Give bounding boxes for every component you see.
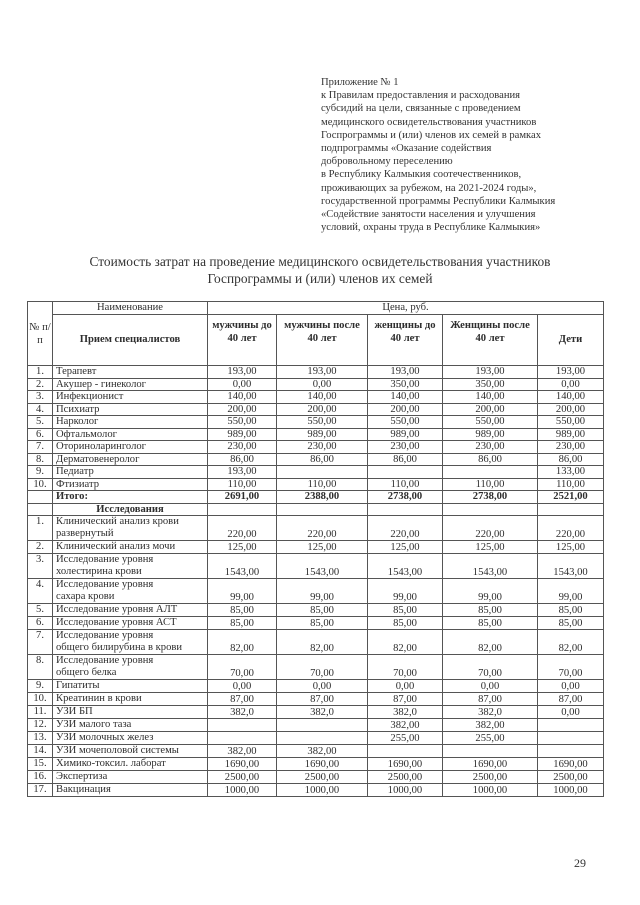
- research-name-line: Исследование уровня АСТ: [56, 617, 177, 628]
- row-number: 3.: [28, 554, 53, 579]
- price-cell: 220,00: [538, 516, 604, 541]
- col-header-name-group: Наименование: [53, 302, 208, 315]
- research-row: [28, 604, 604, 617]
- price-cell: 82,00: [208, 630, 277, 655]
- specialist-name: Фтизиатр: [53, 478, 208, 491]
- price-cell: 550,00: [443, 416, 538, 429]
- col-header-men-under-40: мужчины до 40 лет: [208, 315, 277, 366]
- research-name-line: Вакцинация: [56, 784, 111, 795]
- price-cell: [277, 732, 368, 745]
- price-cell: 86,00: [538, 453, 604, 466]
- row-number: 6.: [28, 617, 53, 630]
- price-cell: 382,0: [277, 706, 368, 719]
- research-name-line: Исследование уровня: [56, 554, 154, 565]
- specialist-name: Оториноларинголог: [53, 441, 208, 454]
- price-cell: 85,00: [368, 604, 443, 617]
- total-cell: 2738,00: [368, 491, 443, 504]
- price-cell: 99,00: [277, 579, 368, 604]
- price-cell: 140,00: [368, 391, 443, 404]
- row-number: 1.: [28, 366, 53, 379]
- title-line-2: Госпрограммы и (или) членов их семей: [207, 270, 433, 286]
- specialist-row: [28, 391, 604, 404]
- price-cell: 550,00: [208, 416, 277, 429]
- specialist-row: [28, 366, 604, 379]
- research-row: [28, 771, 604, 784]
- appendix-line: медицинского освидетельствования участников: [321, 116, 537, 128]
- price-cell: 220,00: [277, 516, 368, 541]
- price-cell: 86,00: [277, 453, 368, 466]
- total-cell: 2388,00: [277, 491, 368, 504]
- row-number: 13.: [28, 732, 53, 745]
- price-cell: [208, 732, 277, 745]
- price-cell: 70,00: [443, 655, 538, 680]
- price-cell: 989,00: [443, 428, 538, 441]
- price-cell: 1690,00: [208, 758, 277, 771]
- price-cell: 125,00: [443, 541, 538, 554]
- specialist-name: Нарколог: [53, 416, 208, 429]
- price-cell: 0,00: [208, 378, 277, 391]
- price-cell: 1690,00: [538, 758, 604, 771]
- row-number: 9.: [28, 466, 53, 479]
- empty-cell: [368, 503, 443, 516]
- specialist-name: Инфекционист: [53, 391, 208, 404]
- research-row: [28, 745, 604, 758]
- price-cell: 85,00: [443, 617, 538, 630]
- row-number: 17.: [28, 784, 53, 797]
- research-row: [28, 554, 604, 579]
- page-number: 29: [574, 856, 586, 870]
- price-cell: 2500,00: [538, 771, 604, 784]
- price-cell: 140,00: [538, 391, 604, 404]
- research-name: [53, 655, 208, 680]
- appendix-line: Госпрограммы и (или) членов их семей в рамках: [321, 129, 542, 141]
- specialist-name: Терапевт: [53, 366, 208, 379]
- appendix-line: государственной программы Республики Калмыкия: [321, 195, 556, 207]
- total-cell: 2521,00: [538, 491, 604, 504]
- appendix-line: к Правилам предоставления и расходования: [321, 90, 521, 102]
- research-row: [28, 784, 604, 797]
- price-cell: 1000,00: [277, 784, 368, 797]
- research-name: [53, 554, 208, 579]
- research-row: [28, 630, 604, 655]
- research-name-line: общего билирубина в крови: [56, 642, 183, 653]
- row-number: 7.: [28, 630, 53, 655]
- research-name-line: Исследование уровня: [56, 630, 154, 641]
- price-cell: 110,00: [277, 478, 368, 491]
- specialist-row: [28, 478, 604, 491]
- research-name-line: развернутый: [56, 528, 114, 539]
- price-cell: 350,00: [443, 378, 538, 391]
- research-name-line: УЗИ мочеполовой системы: [56, 745, 179, 756]
- price-cell: [538, 732, 604, 745]
- price-cell: 85,00: [277, 604, 368, 617]
- price-cell: 382,00: [368, 719, 443, 732]
- price-cell: 85,00: [277, 617, 368, 630]
- price-cell: 0,00: [538, 378, 604, 391]
- total-row: [28, 491, 604, 504]
- specialist-row: [28, 453, 604, 466]
- price-cell: 99,00: [208, 579, 277, 604]
- col-header-children: Дети: [538, 315, 604, 366]
- price-cell: 1000,00: [368, 784, 443, 797]
- specialist-row: [28, 428, 604, 441]
- price-cell: 200,00: [277, 403, 368, 416]
- price-cell: 82,00: [538, 630, 604, 655]
- research-name-line: Исследование уровня: [56, 655, 154, 666]
- header-row-2: [28, 315, 604, 366]
- row-number: 6.: [28, 428, 53, 441]
- price-cell: 255,00: [368, 732, 443, 745]
- price-cell: 85,00: [208, 604, 277, 617]
- document-title: [40, 254, 600, 287]
- research-name-line: Экспертиза: [56, 771, 108, 782]
- price-cell: 230,00: [443, 441, 538, 454]
- price-cell: 200,00: [368, 403, 443, 416]
- row-number: 8.: [28, 453, 53, 466]
- price-cell: 0,00: [277, 680, 368, 693]
- appendix-line: добровольному переселению: [321, 156, 453, 168]
- specialist-name: Акушер - гинеколог: [53, 378, 208, 391]
- price-cell: 1000,00: [208, 784, 277, 797]
- row-number: 16.: [28, 771, 53, 784]
- specialist-row: [28, 466, 604, 479]
- specialist-name: Педиатр: [53, 466, 208, 479]
- research-name: [53, 693, 208, 706]
- price-cell: 1690,00: [443, 758, 538, 771]
- price-cell: 86,00: [368, 453, 443, 466]
- price-cell: 140,00: [443, 391, 538, 404]
- price-cell: 99,00: [368, 579, 443, 604]
- price-cell: 87,00: [538, 693, 604, 706]
- price-cell: 200,00: [208, 403, 277, 416]
- research-name-line: Химико-токсил. лаборат: [56, 758, 166, 769]
- price-cell: 125,00: [538, 541, 604, 554]
- row-number: 1.: [28, 516, 53, 541]
- research-name-line: Креатинин в крови: [56, 693, 142, 704]
- price-cell: 230,00: [208, 441, 277, 454]
- appendix-line: проживающих за рубежом, на 2021-2024 годы»,: [321, 182, 537, 194]
- price-cell: 125,00: [368, 541, 443, 554]
- price-cell: 193,00: [538, 366, 604, 379]
- row-number: 4.: [28, 579, 53, 604]
- research-name-line: Гипатиты: [56, 680, 100, 691]
- price-cell: 2500,00: [277, 771, 368, 784]
- price-cell: 2500,00: [208, 771, 277, 784]
- row-number: 8.: [28, 655, 53, 680]
- price-cell: 125,00: [208, 541, 277, 554]
- appendix-line: в Республику Калмыкия соотечественников,: [321, 169, 522, 181]
- price-cell: 110,00: [368, 478, 443, 491]
- appendix-line: субсидий на цели, связанные с проведением: [321, 103, 521, 115]
- research-row: [28, 516, 604, 541]
- total-label: Итого:: [53, 491, 208, 504]
- price-cell: 989,00: [208, 428, 277, 441]
- price-cell: 550,00: [538, 416, 604, 429]
- price-cell: 220,00: [208, 516, 277, 541]
- price-cell: 82,00: [277, 630, 368, 655]
- research-row: [28, 706, 604, 719]
- price-cell: 382,00: [277, 745, 368, 758]
- price-cell: 0,00: [538, 680, 604, 693]
- price-cell: 193,00: [208, 466, 277, 479]
- price-cell: 70,00: [368, 655, 443, 680]
- research-name-line: УЗИ малого таза: [56, 719, 132, 730]
- price-cell: 0,00: [208, 680, 277, 693]
- research-name-line: Клинический анализ мочи: [56, 541, 176, 552]
- price-cell: 85,00: [538, 604, 604, 617]
- price-cell: 2500,00: [368, 771, 443, 784]
- price-cell: 99,00: [443, 579, 538, 604]
- appendix-line: условий, охраны труда в Республике Калмыкия»: [321, 222, 541, 234]
- price-cell: [208, 719, 277, 732]
- price-cell: 193,00: [277, 366, 368, 379]
- total-cell: 2738,00: [443, 491, 538, 504]
- price-cell: 350,00: [368, 378, 443, 391]
- research-name: [53, 617, 208, 630]
- price-cell: 382,0: [368, 706, 443, 719]
- appendix-line: Приложение № 1: [321, 77, 399, 88]
- research-row: [28, 680, 604, 693]
- price-cell: 87,00: [368, 693, 443, 706]
- price-cell: [538, 719, 604, 732]
- research-name-line: общего белка: [56, 667, 117, 678]
- research-section-label: Исследования: [53, 503, 208, 516]
- price-cell: 550,00: [368, 416, 443, 429]
- row-number: 5.: [28, 604, 53, 617]
- research-name: [53, 604, 208, 617]
- price-cell: 87,00: [443, 693, 538, 706]
- row-number: 10.: [28, 693, 53, 706]
- col-header-price-group: Цена, руб.: [208, 302, 604, 315]
- empty-cell: [538, 503, 604, 516]
- price-cell: 140,00: [277, 391, 368, 404]
- specialist-name: Дерматовенеролог: [53, 453, 208, 466]
- price-cell: 87,00: [208, 693, 277, 706]
- price-cell: 82,00: [368, 630, 443, 655]
- research-row: [28, 758, 604, 771]
- price-cell: 989,00: [368, 428, 443, 441]
- row-number: [28, 491, 53, 504]
- empty-cell: [208, 503, 277, 516]
- specialist-row: [28, 403, 604, 416]
- price-cell: 2500,00: [443, 771, 538, 784]
- row-number: 7.: [28, 441, 53, 454]
- price-cell: 1543,00: [208, 554, 277, 579]
- price-cell: [277, 466, 368, 479]
- price-cell: 125,00: [277, 541, 368, 554]
- price-cell: 193,00: [208, 366, 277, 379]
- price-cell: 382,0: [443, 706, 538, 719]
- col-header-women-over-40: Женщины после 40 лет: [443, 315, 538, 366]
- price-cell: 1543,00: [368, 554, 443, 579]
- price-cell: 110,00: [208, 478, 277, 491]
- price-cell: 87,00: [277, 693, 368, 706]
- research-row: [28, 579, 604, 604]
- research-name-line: Клинический анализ крови: [56, 516, 179, 527]
- price-cell: 82,00: [443, 630, 538, 655]
- price-cell: 86,00: [208, 453, 277, 466]
- research-name: [53, 758, 208, 771]
- appendix-note: [321, 76, 611, 234]
- price-cell: [443, 745, 538, 758]
- price-cell: [443, 466, 538, 479]
- row-number: 10.: [28, 478, 53, 491]
- price-cell: [538, 745, 604, 758]
- price-cell: 110,00: [538, 478, 604, 491]
- research-row: [28, 617, 604, 630]
- research-name: [53, 541, 208, 554]
- research-name-line: Исследование уровня: [56, 579, 154, 590]
- research-name: [53, 579, 208, 604]
- row-number: 5.: [28, 416, 53, 429]
- price-cell: 220,00: [368, 516, 443, 541]
- row-number: 12.: [28, 719, 53, 732]
- price-cell: 1543,00: [538, 554, 604, 579]
- price-cell: 255,00: [443, 732, 538, 745]
- price-cell: 1543,00: [443, 554, 538, 579]
- price-cell: 1690,00: [368, 758, 443, 771]
- price-cell: 0,00: [368, 680, 443, 693]
- price-cell: 0,00: [277, 378, 368, 391]
- col-header-women-under-40: женщины до 40 лет: [368, 315, 443, 366]
- research-name-line: Исследование уровня АЛТ: [56, 604, 178, 615]
- col-header-men-over-40: мужчины после 40 лет: [277, 315, 368, 366]
- price-cell: 85,00: [208, 617, 277, 630]
- price-cell: 989,00: [538, 428, 604, 441]
- price-cell: 200,00: [443, 403, 538, 416]
- specialist-row: [28, 441, 604, 454]
- price-cell: [277, 719, 368, 732]
- research-name: [53, 706, 208, 719]
- price-cell: 382,00: [208, 745, 277, 758]
- price-cell: 382,00: [443, 719, 538, 732]
- row-number: 2.: [28, 541, 53, 554]
- research-name-line: холестирина крови: [56, 566, 142, 577]
- price-cell: 230,00: [368, 441, 443, 454]
- research-name: [53, 719, 208, 732]
- price-cell: 989,00: [277, 428, 368, 441]
- research-name: [53, 771, 208, 784]
- specialist-name: Офтальмолог: [53, 428, 208, 441]
- price-cell: 85,00: [538, 617, 604, 630]
- research-name-line: УЗИ молочных желез: [56, 732, 154, 743]
- cost-table-body: [28, 302, 604, 797]
- research-row: [28, 541, 604, 554]
- price-cell: 193,00: [443, 366, 538, 379]
- row-number: 14.: [28, 745, 53, 758]
- price-cell: 0,00: [443, 680, 538, 693]
- price-cell: 70,00: [538, 655, 604, 680]
- row-number: 9.: [28, 680, 53, 693]
- research-name-line: УЗИ БП: [56, 706, 93, 717]
- row-number: 11.: [28, 706, 53, 719]
- empty-cell: [277, 503, 368, 516]
- col-header-no: № п/п: [28, 302, 53, 366]
- price-cell: [368, 466, 443, 479]
- total-cell: 2691,00: [208, 491, 277, 504]
- price-cell: 133,00: [538, 466, 604, 479]
- col-header-name: Прием специалистов: [53, 315, 208, 366]
- price-cell: 99,00: [538, 579, 604, 604]
- price-cell: 220,00: [443, 516, 538, 541]
- price-cell: 110,00: [443, 478, 538, 491]
- row-number: [28, 503, 53, 516]
- header-row-1: [28, 302, 604, 315]
- specialist-row: [28, 378, 604, 391]
- price-cell: 230,00: [277, 441, 368, 454]
- research-row: [28, 655, 604, 680]
- research-row: [28, 693, 604, 706]
- research-name: [53, 784, 208, 797]
- research-name-line: сахара крови: [56, 591, 115, 602]
- row-number: 2.: [28, 378, 53, 391]
- price-cell: 1543,00: [277, 554, 368, 579]
- price-cell: 230,00: [538, 441, 604, 454]
- empty-cell: [443, 503, 538, 516]
- price-cell: 140,00: [208, 391, 277, 404]
- price-cell: 0,00: [538, 706, 604, 719]
- appendix-line: подпрограммы «Оказание содействия: [321, 143, 492, 155]
- row-number: 3.: [28, 391, 53, 404]
- price-cell: 1690,00: [277, 758, 368, 771]
- specialist-name: Психиатр: [53, 403, 208, 416]
- row-number: 15.: [28, 758, 53, 771]
- research-name: [53, 630, 208, 655]
- price-cell: 85,00: [368, 617, 443, 630]
- row-number: 4.: [28, 403, 53, 416]
- price-cell: 85,00: [443, 604, 538, 617]
- price-cell: 200,00: [538, 403, 604, 416]
- research-name: [53, 732, 208, 745]
- research-name: [53, 680, 208, 693]
- price-cell: 550,00: [277, 416, 368, 429]
- research-row: [28, 719, 604, 732]
- appendix-line: «Содействие занятости населения и улучшения: [321, 209, 536, 221]
- research-name: [53, 516, 208, 541]
- price-cell: [368, 745, 443, 758]
- research-name: [53, 745, 208, 758]
- price-cell: 382,0: [208, 706, 277, 719]
- research-row: [28, 732, 604, 745]
- specialist-row: [28, 416, 604, 429]
- research-section-row: [28, 503, 604, 516]
- title-line-1: Стоимость затрат на проведение медицинского освидетельствования участников: [89, 254, 551, 269]
- price-cell: 70,00: [208, 655, 277, 680]
- price-cell: 1000,00: [538, 784, 604, 797]
- price-cell: 193,00: [368, 366, 443, 379]
- price-cell: 1000,00: [443, 784, 538, 797]
- price-cell: 86,00: [443, 453, 538, 466]
- price-cell: 70,00: [277, 655, 368, 680]
- cost-table: [27, 301, 604, 797]
